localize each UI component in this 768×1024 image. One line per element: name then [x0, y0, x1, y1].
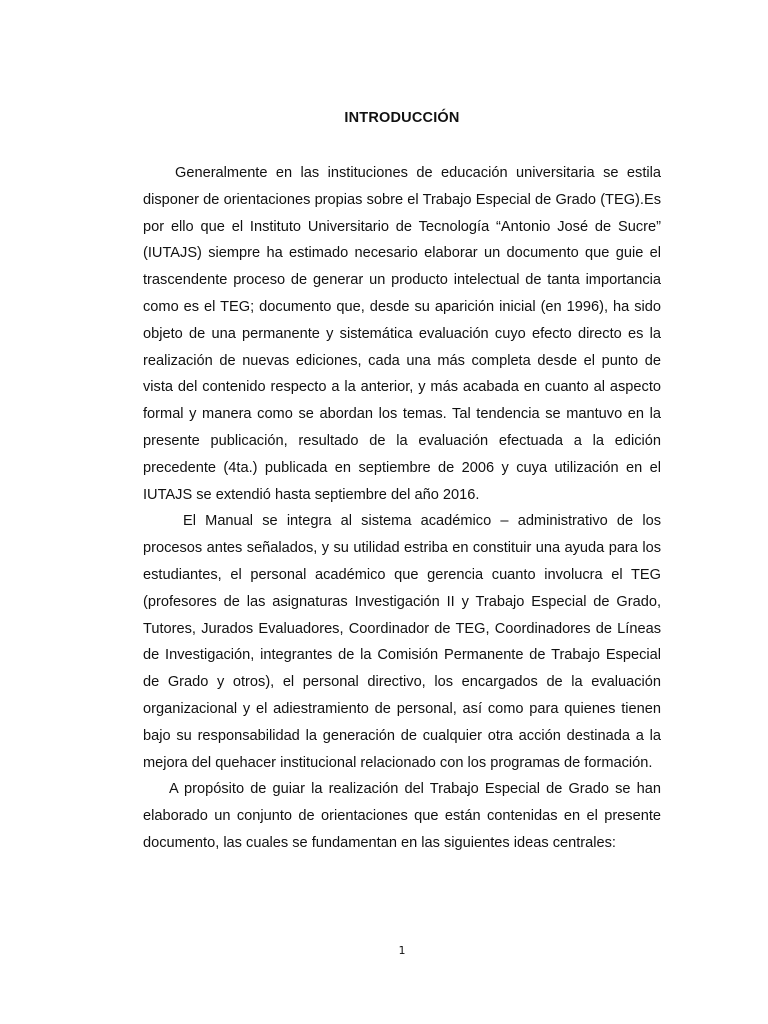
paragraph-1: Generalmente en las instituciones de educación universitaria se estila disponer de orientaciones propias sobre el Trabajo Especial de Grado (TEG).Es por ello que el Instituto Universitario de Tecnología “Antonio José de Sucre” (IUTAJS) siempre ha estimado necesario elaborar un documento que guie el trascendente proceso de generar un producto intelectual de tanta importancia como es el TEG; documento que, desde su aparición inicial (en 1996), ha sido objeto de una permanente y sistemática evaluación cuyo efecto directo es la realización de nuevas ediciones, cada una más completa desde el punto de vista del contenido respecto a la anterior, y más acabada en cuanto al aspecto formal y manera como se abordan los temas. Tal tendencia se mantuvo en la presente publicación, resultado de la evaluación efectuada a la edición precedente (4ta.) publicada en septiembre de 2006 y cuya utilización en el IUTAJS se extendió hasta septiembre del año 2016.: [143, 165, 661, 503]
paragraph-3: A propósito de guiar la realización del Trabajo Especial de Grado se han elaborado un conjunto de orientaciones que están contenidas en el presente documento, las cuales se fundamentan en las siguientes ideas centrales:: [143, 781, 661, 851]
page-title: INTRODUCCIÓN: [344, 110, 460, 126]
paragraph-2: El Manual se integra al sistema académico – administrativo de los procesos antes señalados, y su utilidad estriba en constituir una ayuda para los estudiantes, el personal académico que gerencia cuanto involucra el TEG (profesores de las asignaturas Investigación II y Trabajo Especial de Grado, Tutores, Jurados Evaluadores, Coordinador de TEG, Coordinadores de Líneas de Investigación, integrantes de la Comisión Permanente de Trabajo Especial de Grado y otros), el personal directivo, los encargados de la evaluación organizacional y el adiestramiento de personal, así como para quienes tienen bajo su responsabilidad la generación de cualquier otra acción destinada a la mejora del quehacer institucional relacionado con los programas de formación.: [143, 513, 661, 771]
page-number: 1: [398, 944, 406, 957]
body-text: [143, 160, 661, 857]
